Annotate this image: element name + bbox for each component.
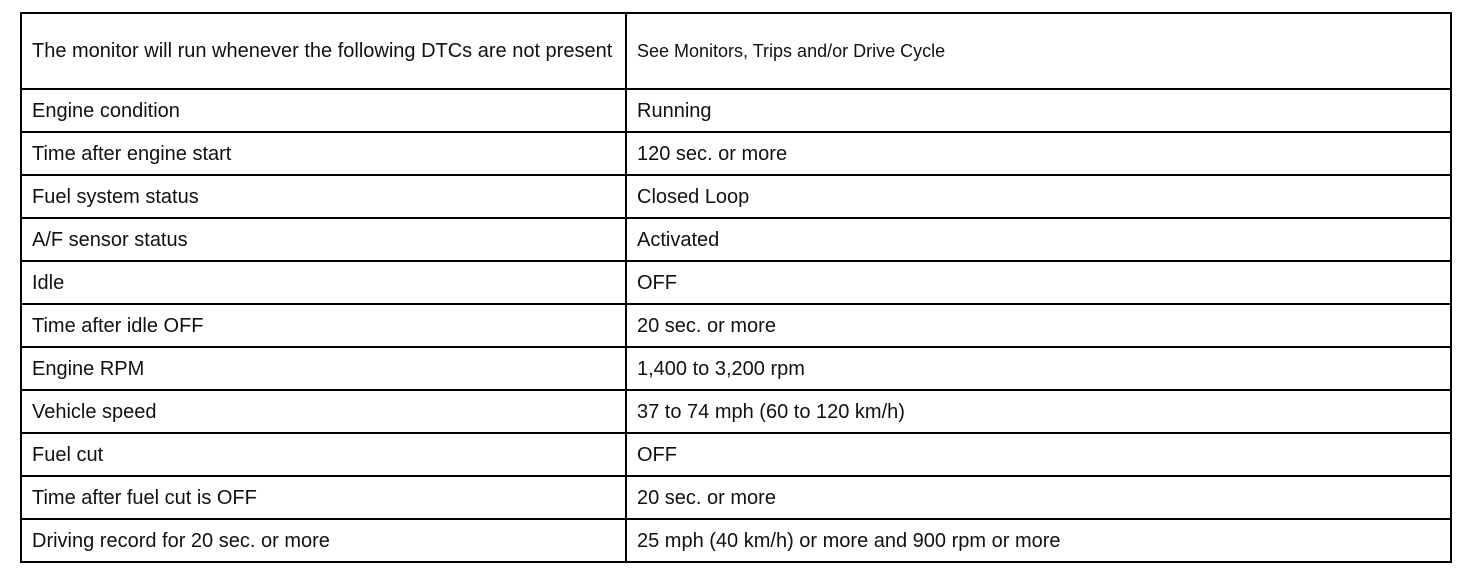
table-row bbox=[21, 89, 1451, 132]
value-cell: See Monitors, Trips and/or Drive Cycle bbox=[626, 13, 1451, 89]
table-row bbox=[21, 13, 1451, 89]
value-cell: 1,400 to 3,200 rpm bbox=[626, 347, 1451, 390]
condition-cell: Idle bbox=[21, 261, 626, 304]
value-cell: OFF bbox=[626, 261, 1451, 304]
value-cell: Running bbox=[626, 89, 1451, 132]
condition-cell: Time after idle OFF bbox=[21, 304, 626, 347]
condition-cell: Fuel cut bbox=[21, 433, 626, 476]
value-cell: 20 sec. or more bbox=[626, 476, 1451, 519]
value-cell: Closed Loop bbox=[626, 175, 1451, 218]
condition-cell: Vehicle speed bbox=[21, 390, 626, 433]
condition-cell: Time after fuel cut is OFF bbox=[21, 476, 626, 519]
value-cell: 25 mph (40 km/h) or more and 900 rpm or more bbox=[626, 519, 1451, 562]
table-row bbox=[21, 476, 1451, 519]
table-row bbox=[21, 261, 1451, 304]
table-row bbox=[21, 304, 1451, 347]
value-cell: Activated bbox=[626, 218, 1451, 261]
condition-cell: The monitor will run whenever the following DTCs are not present bbox=[21, 13, 626, 89]
condition-cell: Engine condition bbox=[21, 89, 626, 132]
table-body bbox=[21, 13, 1451, 562]
table-row bbox=[21, 347, 1451, 390]
condition-cell: Time after engine start bbox=[21, 132, 626, 175]
table-row bbox=[21, 175, 1451, 218]
value-cell: 20 sec. or more bbox=[626, 304, 1451, 347]
value-cell: OFF bbox=[626, 433, 1451, 476]
condition-cell: Driving record for 20 sec. or more bbox=[21, 519, 626, 562]
table-row bbox=[21, 433, 1451, 476]
monitor-conditions-table bbox=[20, 12, 1452, 563]
table-row bbox=[21, 519, 1451, 562]
value-cell: 37 to 74 mph (60 to 120 km/h) bbox=[626, 390, 1451, 433]
table-row bbox=[21, 132, 1451, 175]
condition-cell: Fuel system status bbox=[21, 175, 626, 218]
condition-cell: A/F sensor status bbox=[21, 218, 626, 261]
condition-cell: Engine RPM bbox=[21, 347, 626, 390]
table-row bbox=[21, 390, 1451, 433]
table-row bbox=[21, 218, 1451, 261]
value-cell: 120 sec. or more bbox=[626, 132, 1451, 175]
